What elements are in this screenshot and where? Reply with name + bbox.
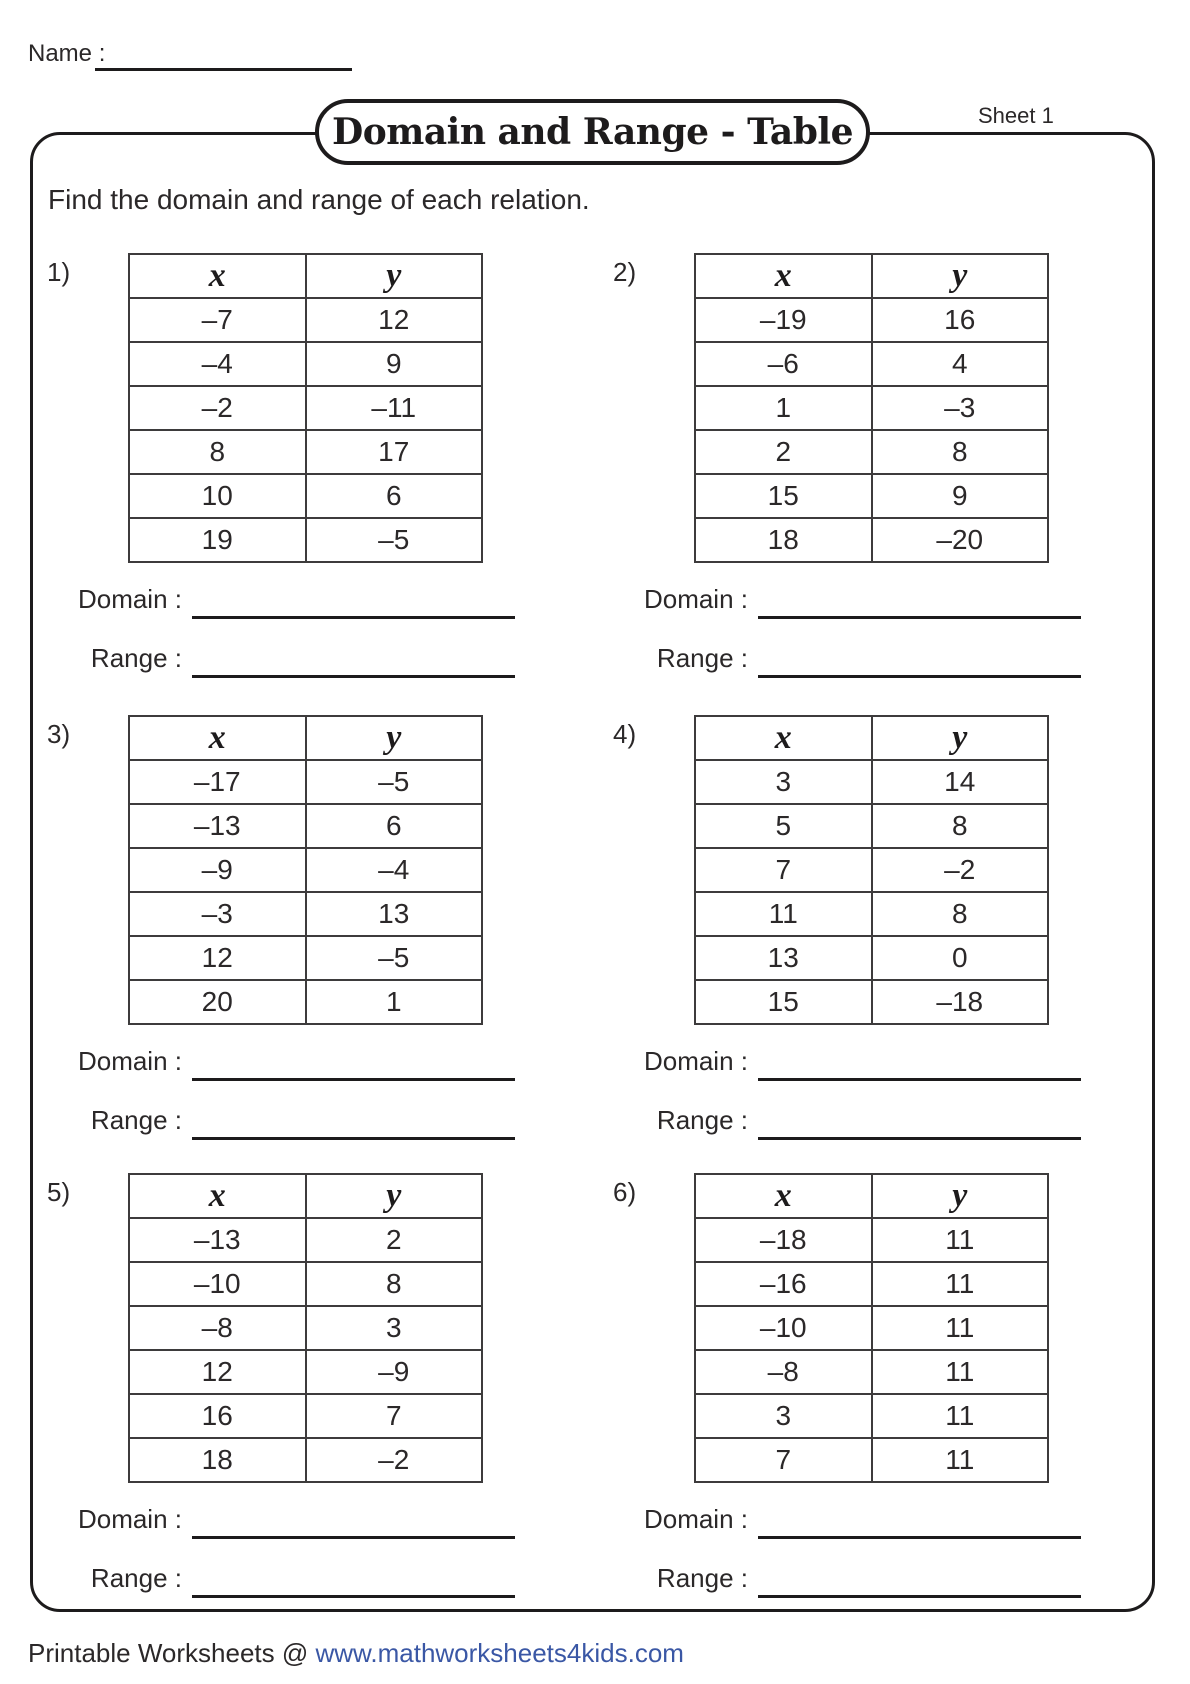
y-value: 11: [872, 1218, 1049, 1262]
question-block-6: [613, 1173, 1083, 1603]
y-value: 9: [306, 342, 483, 386]
y-value: 11: [872, 1306, 1049, 1350]
table-row: [129, 1350, 482, 1394]
y-value: 16: [872, 298, 1049, 342]
x-value: 15: [695, 980, 872, 1024]
table-row: [129, 386, 482, 430]
x-value: 8: [129, 430, 306, 474]
y-value: –9: [306, 1350, 483, 1394]
table-row: [695, 1262, 1048, 1306]
domain-label: Domain :: [77, 1046, 182, 1076]
table-row: [695, 474, 1048, 518]
y-value: 4: [872, 342, 1049, 386]
col-header-y: y: [306, 716, 483, 760]
table-row: [695, 1218, 1048, 1262]
q1-range-blank[interactable]: [192, 675, 515, 678]
title-box: [315, 99, 870, 165]
y-value: 17: [306, 430, 483, 474]
x-value: –4: [129, 342, 306, 386]
table-row: [129, 1306, 482, 1350]
q3-domain-blank[interactable]: [192, 1078, 515, 1081]
y-value: 6: [306, 474, 483, 518]
range-label: Range :: [90, 1563, 182, 1593]
col-header-y: y: [872, 716, 1049, 760]
x-value: –8: [695, 1350, 872, 1394]
x-value: 3: [695, 760, 872, 804]
xy-table: [128, 1173, 483, 1483]
footer-link[interactable]: www.mathworksheets4kids.com: [315, 1638, 684, 1668]
col-header-x: x: [129, 716, 306, 760]
x-value: 7: [695, 848, 872, 892]
col-header-x: x: [695, 716, 872, 760]
table-row: [695, 1350, 1048, 1394]
y-value: 8: [872, 892, 1049, 936]
footer: [28, 1638, 684, 1669]
x-value: –10: [129, 1262, 306, 1306]
q2-domain-blank[interactable]: [758, 616, 1081, 619]
y-value: 1: [306, 980, 483, 1024]
x-value: –9: [129, 848, 306, 892]
y-value: 12: [306, 298, 483, 342]
question-block-1: [47, 253, 517, 683]
x-value: 13: [695, 936, 872, 980]
y-value: 13: [306, 892, 483, 936]
y-value: 8: [872, 430, 1049, 474]
table-row: [129, 1394, 482, 1438]
table-row: [129, 1438, 482, 1482]
q4-domain-blank[interactable]: [758, 1078, 1081, 1081]
question-block-5: [47, 1173, 517, 1603]
q5-range-blank[interactable]: [192, 1595, 515, 1598]
x-value: 20: [129, 980, 306, 1024]
domain-label: Domain :: [643, 1046, 748, 1076]
col-header-x: x: [695, 254, 872, 298]
table-row: [129, 342, 482, 386]
y-value: 8: [872, 804, 1049, 848]
xy-table: [128, 715, 483, 1025]
x-value: 5: [695, 804, 872, 848]
q4-range-blank[interactable]: [758, 1137, 1081, 1140]
table-row: [695, 298, 1048, 342]
x-value: –6: [695, 342, 872, 386]
table-row: [129, 518, 482, 562]
name-label: Name :: [28, 40, 106, 67]
col-header-x: x: [129, 254, 306, 298]
table-row: [695, 804, 1048, 848]
range-label: Range :: [656, 1563, 748, 1593]
y-value: –11: [306, 386, 483, 430]
domain-label: Domain :: [77, 1504, 182, 1534]
domain-label: Domain :: [643, 1504, 748, 1534]
q2-range-blank[interactable]: [758, 675, 1081, 678]
instruction-text: Find the domain and range of each relation.: [48, 184, 590, 215]
x-value: 12: [129, 936, 306, 980]
x-value: –19: [695, 298, 872, 342]
q3-range-blank[interactable]: [192, 1137, 515, 1140]
y-value: 0: [872, 936, 1049, 980]
y-value: 14: [872, 760, 1049, 804]
range-label: Range :: [90, 1105, 182, 1135]
y-value: –5: [306, 936, 483, 980]
y-value: –4: [306, 848, 483, 892]
y-value: 11: [872, 1438, 1049, 1482]
col-header-y: y: [306, 254, 483, 298]
question-number: 4): [613, 719, 637, 749]
table-row: [129, 298, 482, 342]
table-row: [695, 760, 1048, 804]
col-header-y: y: [872, 254, 1049, 298]
table-row: [129, 936, 482, 980]
table-row: [695, 1394, 1048, 1438]
xy-table: [694, 1173, 1049, 1483]
x-value: –7: [129, 298, 306, 342]
y-value: 11: [872, 1350, 1049, 1394]
x-value: –13: [129, 804, 306, 848]
table-row: [129, 804, 482, 848]
table-row: [695, 936, 1048, 980]
x-value: 2: [695, 430, 872, 474]
footer-text: Printable Worksheets @: [28, 1638, 316, 1668]
table-row: [129, 1218, 482, 1262]
table-row: [695, 1438, 1048, 1482]
range-label: Range :: [656, 643, 748, 673]
x-value: 3: [695, 1394, 872, 1438]
x-value: –16: [695, 1262, 872, 1306]
y-value: –20: [872, 518, 1049, 562]
q1-domain-blank[interactable]: [192, 616, 515, 619]
table-row: [695, 892, 1048, 936]
table-row: [695, 980, 1048, 1024]
xy-table: [694, 715, 1049, 1025]
y-value: 3: [306, 1306, 483, 1350]
col-header-y: y: [872, 1174, 1049, 1218]
question-block-2: [613, 253, 1083, 683]
y-value: 2: [306, 1218, 483, 1262]
table-row: [129, 474, 482, 518]
x-value: 16: [129, 1394, 306, 1438]
range-label: Range :: [90, 643, 182, 673]
y-value: 8: [306, 1262, 483, 1306]
name-blank[interactable]: [95, 68, 352, 71]
table-row: [129, 980, 482, 1024]
table-row: [129, 848, 482, 892]
x-value: –17: [129, 760, 306, 804]
table-row: [695, 518, 1048, 562]
y-value: 11: [872, 1262, 1049, 1306]
x-value: 12: [129, 1350, 306, 1394]
y-value: 6: [306, 804, 483, 848]
x-value: 10: [129, 474, 306, 518]
x-value: –3: [129, 892, 306, 936]
y-value: –18: [872, 980, 1049, 1024]
x-value: 18: [129, 1438, 306, 1482]
x-value: –10: [695, 1306, 872, 1350]
table-row: [695, 1306, 1048, 1350]
table-row: [695, 430, 1048, 474]
table-row: [129, 1262, 482, 1306]
page-title: Domain and Range - Table: [332, 111, 853, 153]
x-value: 18: [695, 518, 872, 562]
x-value: –18: [695, 1218, 872, 1262]
question-number: 1): [47, 257, 71, 287]
x-value: 15: [695, 474, 872, 518]
y-value: –5: [306, 760, 483, 804]
table-row: [695, 342, 1048, 386]
domain-label: Domain :: [77, 584, 182, 614]
y-value: –2: [306, 1438, 483, 1482]
sheet-number: Sheet 1: [978, 103, 1054, 128]
y-value: 9: [872, 474, 1049, 518]
question-number: 6): [613, 1177, 637, 1207]
question-number: 2): [613, 257, 637, 287]
q6-range-blank[interactable]: [758, 1595, 1081, 1598]
q6-domain-blank[interactable]: [758, 1536, 1081, 1539]
table-row: [695, 386, 1048, 430]
x-value: 11: [695, 892, 872, 936]
q5-domain-blank[interactable]: [192, 1536, 515, 1539]
x-value: –13: [129, 1218, 306, 1262]
col-header-x: x: [695, 1174, 872, 1218]
xy-table: [694, 253, 1049, 563]
range-label: Range :: [656, 1105, 748, 1135]
question-block-4: [613, 715, 1083, 1145]
y-value: –3: [872, 386, 1049, 430]
y-value: 7: [306, 1394, 483, 1438]
y-value: 11: [872, 1394, 1049, 1438]
domain-label: Domain :: [643, 584, 748, 614]
y-value: –2: [872, 848, 1049, 892]
x-value: 19: [129, 518, 306, 562]
x-value: 7: [695, 1438, 872, 1482]
question-block-3: [47, 715, 517, 1145]
question-number: 3): [47, 719, 71, 749]
x-value: –2: [129, 386, 306, 430]
x-value: –8: [129, 1306, 306, 1350]
table-row: [129, 760, 482, 804]
y-value: –5: [306, 518, 483, 562]
x-value: 1: [695, 386, 872, 430]
question-number: 5): [47, 1177, 71, 1207]
table-row: [695, 848, 1048, 892]
xy-table: [128, 253, 483, 563]
col-header-y: y: [306, 1174, 483, 1218]
col-header-x: x: [129, 1174, 306, 1218]
table-row: [129, 892, 482, 936]
table-row: [129, 430, 482, 474]
